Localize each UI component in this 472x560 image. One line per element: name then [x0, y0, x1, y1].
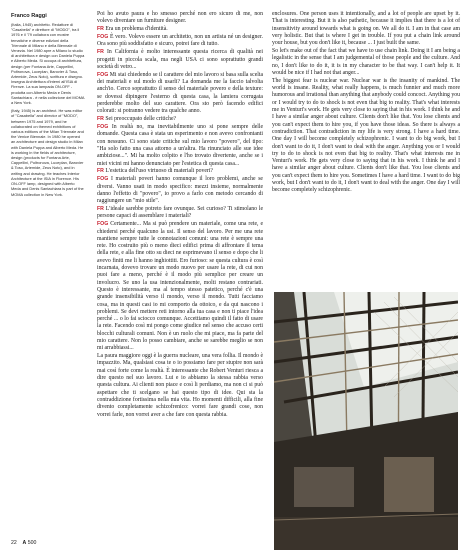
biography-column [11, 13, 85, 200]
interview-it-paragraph [97, 72, 263, 116]
interview-it-paragraph [97, 11, 263, 26]
paragraph-text: Poi ho avuto paura e ho smesso perché non ero sicuro di me, non volevo diventare un furniture designer. [97, 11, 263, 25]
interview-it-paragraph [97, 353, 263, 419]
speaker-label: FR [97, 116, 104, 123]
page-footer [11, 540, 36, 546]
bio-italian: (Italia, 1945) architetto. Redattore di "Casabella" e direttore di "MODO", tra il 1976 e il '79 collabora con mostre tematiche e diverse edizioni della Triennale di Milano e della Biennale di Venezia. Nel 1980 apre a Milano lo studio di architettura e design con Daniela Puppa e Alberto Meda. Si occupa di architettura, design (per Fontana Arte, Cappellini, Poltronova, Luceplan, Barovier & Toso, Artemide, Zeus Noto), scrittura e disegno. Insegna Architettura d'interni all'ISIA di Firenze. La sua lampada ON-OFF - prodotta con Alberto Meda e Denis Santachiara - è nella collezione del MOMA a New York. [11, 22, 85, 106]
interview-en-paragraph [272, 11, 460, 47]
bio-english: (Italy, 1945) is an architect. He was editor of "Casabella" and director of "MODO", between 1975 and 1979, and he collaborated on themed exhibitions of various editions of the Milan Triennale and the Venice Biennale. In 1980 he opened an architecture and design studio in Milan with Daniela Puppa and Alberto Meda. He is working in the fields of architecture, design (products for Fontana Arte, Cappellini, Poltronova, Luceplan, Barovier & Toso, Artemide, Zeus Noto), and in writing and drawing. He teaches Interior Architecture at the ISIA in Florence. His ON-OFF lamp, designed with Alberto Meda and Denis Santachiara is part of the MOMA collection in New York. [11, 108, 84, 197]
paragraph-text: The biggest fear is nuclear war. Nuclear war is the insanity of mankind. The world is insane. Reality, what really happens, is much funnier and much more humorous and irrational than anything that anybody could concoct. Anything you or I would try to do to shock is not even that big to reality. That's what interests me in Venturi's work. He gets very close to saying that in his work. I think he and I have a similar anger about culture. Clients don't like that. You lose clients and you can't expect them to hire you, if you have those ideas. So there is always a contradiction. That contradiction in my life is very strong. I have a hard time. One day I will become completely schizophrenic. I want to do big work, but I don't want to do it, I don't want to deal with the anger. Anything you or I would try to do to shock is not even that big to reality. That's what interests me in Venturi's work. He gets very close to saying that in his work. I think he and I have a similar anger about culture. Clients don't like that. You lose clients and you can't expect them to hire you. Sometimes I have a hard time. I want to do big work, but I don't want to do it, I don't want to deal with the anger. One day I will become completely schizophrenic. [272, 77, 460, 194]
paragraph-text: In California è molto interessante questa ricerca di qualità nei progetti in piccola scala, ma negli USA ci sono soprattutto grandi società di vetro... [97, 49, 264, 70]
paragraph-text: L'ideale sarebbe potreto fare ovunque. Sei curioso? Ti stimolano le persone capaci di assemblare i materiali? [97, 206, 264, 220]
paragraph-text: enclosures. One person uses it intentionally, and a lot of people are upset by it. That is interesting. But it is also pathetic, because it implies that there is a lot of insensitivity around towards what is going on. We all do it. I am in that case am very holistic. But that is where I get in trouble. If you put a chain link around your house, but you don't like it, because ... I just built the same. [272, 11, 460, 47]
paragraph-text: So let's make out of the fact that we have to use chain link. Doing it I am being a legalistic in the sense that I am judgemental of those people and the culture. And no, I don't like to do it, it is in my character to be that way. I can't help it. It would be nice if I had not that anger... [272, 48, 460, 76]
paragraph-text: In realtà no, ma inevitabilmente uno si pone sempre delle domande. Questa casa è stata un esperimento e non avevo confrontanti con nessuno. Ci sono state critiche sul mio lavoro "povero", del tipo: "Ha solo fatto una casa attorno a un'altra. Ha rinunciato alle sue idee ambiziose...". Mi ha molto colpito e l'ho trovato divertente, anche se i miei vicini mi hanno denunciato per l'estetica di questa casa... [97, 124, 264, 167]
interview-it-paragraph [97, 176, 263, 205]
speaker-label: FR [97, 206, 104, 213]
page-number: 22 [11, 540, 17, 546]
interview-it-paragraph [97, 26, 263, 33]
speaker-label: FR [97, 49, 104, 56]
paragraph-text: Era un problema d'identità. [105, 26, 168, 33]
photo-illustration [274, 292, 458, 550]
interview-english-column [272, 11, 460, 195]
issue-number: 500 [27, 540, 37, 546]
interview-it-paragraph [97, 221, 263, 352]
paragraph-text: Mi stai chiedendo se il carattere del mio lavoro si basa sulla scelta dei materiali e sul modo di usarli? La domanda me la faccio talvolta anch'io. Cerco soprattutto il senso del materiale povero e della texture: se dovessi dipingere l'esterno di questa casa, la lamiera corrugata perderebbe molto del suo carattere. Ora sto però facendo edifici colorati: si potranno vedere tra qualche anno. [97, 71, 263, 115]
paragraph-text: È vero. Volevo essere un architetto, non un artista né un designer. Ora sono più soddisfatto e sicuro, potrei fare di tutto. [97, 34, 263, 48]
interview-it-paragraph [97, 206, 263, 221]
magazine-logo: A [22, 540, 27, 546]
interview-en-paragraph [272, 78, 460, 195]
paragraph-text: I materiali poveri hanno comunque il loro problemi, anche se diversi. Vanno usati in modo specifico: mezzi insieme, normalmente danno l'effetto di "povero", io provo a farlo con metodo cercando di raggiungere un "mio stile". [97, 176, 263, 205]
interview-it-paragraph [97, 168, 263, 175]
paragraph-text: Sei preoccupato delle critiche? [105, 116, 177, 123]
paragraph-text: Certamente... Ma si può prendere un materiale, come una rete, e chiedersi perché qualcuno la usi. Il senso del lavoro. Per me una rete mantiene sempre tutte le connotazioni comuni: una rete è sempre una rete. Ho costruito più o meno dieci edifici prima di affrontare il tema della rete, e alla fine otto su dieci ne esprimevano il senso e dopo che li avevo finiti me li hanno inghiottiti. Ero furioso: se questa cultura è così incarnata, dovevo trovare un modo nuovo per usare la rete, di cui non puoi fare a meno, perché è il modo più semplice per creare un involucro. Se uno la usa intenzionalmente, molti restano contrariati. Questo è interessante, ma al tempo stesso patetico, perché c'è una grande insensibilità verso il mondo, verso il mondo. Tutti facciamo cosa, ma in questi casi io mi comporto da ottoico, e da qui nascono i problemi. Se devi mettere reti intorno alla tua casa e non ti piace l'idea perché ... o lo fai sciocco comunque. Accettiamo quindi il fatto di usare la rete. Facendo così mi pongo come giudice nel senso che accuso certi blocchi culturali comuni. Non è un ruolo che mi piace, ma fa parte del mio carattere. Non lo posso cambiare, anche se sarebbe meglio se non mi arrabbiassi... [97, 221, 263, 352]
interview-it-paragraph [97, 49, 263, 71]
speaker-label: FR [97, 168, 104, 175]
interview-it-paragraph [97, 116, 263, 123]
author-name: Franco Raggi [11, 13, 47, 19]
speaker-label: FOG [97, 71, 109, 78]
interview-it-paragraph [97, 124, 263, 168]
speaker-label: FOG [97, 124, 109, 131]
interview-en-paragraph [272, 48, 460, 77]
speaker-label: FOG [97, 176, 109, 183]
interview-italian-column [97, 11, 263, 419]
speaker-label: FOG [97, 221, 109, 228]
paragraph-text: L'estetica dell'uso virtuoso di materiali poveri? [105, 168, 213, 175]
interview-it-paragraph [97, 34, 263, 49]
speaker-label: FOG [97, 34, 109, 41]
paragraph-text: La paura maggiore oggi è la guerra nucleare, una vera follia. Il mondo è impazzito. Ma, qualsiasi cosa te o io possiamo fare per stupire non sarà mai così forte come la realtà. È interessante che Robert Venturi riesca a dire questo nel suo lavoro. Lui e io abbiamo la stessa rabbia verso questa cultura. Ai clienti non piace e così li perdiamo, ma non ci si può aspettare che ti scelgano se hai questo tipo di idee. Qui sta la contraddizione fortissima nella mia vita. Ho momenti difficili, alla fine divento completamente schizofrenico: vorrei fare grandi cose, non vorrei farle, non vorrei aver a che fare con questa rabbia. [97, 353, 263, 418]
speaker-label: FR [97, 26, 104, 33]
house-interior-photo [274, 292, 458, 550]
